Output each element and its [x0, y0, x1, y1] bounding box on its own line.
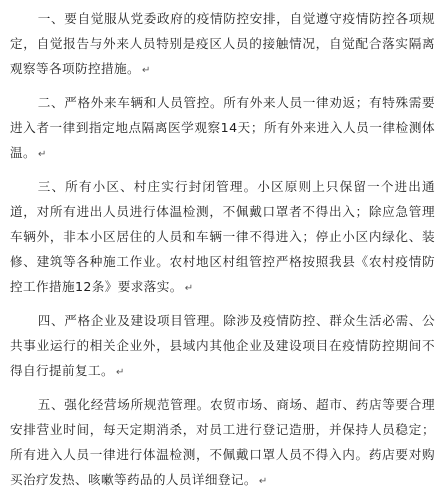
paragraph-mark-icon: ↵ [184, 283, 194, 294]
paragraph-4-text: 四、严格企业及建设项目管理。除涉及疫情防控、群众生活必需、公共事业运行的相关企业外，县域内其他企业及建设项目在疫情防控期间不得自行提前复工。 [10, 313, 435, 378]
paragraph-5-text: 五、强化经营场所规范管理。农贸市场、商场、超市、药店等要合理安排营业时间，每天定期消杀，对员工进行登记造册，并保持人员稳定；所有进入人员一律进行体温检测，不佩戴口罩人员不得入内。药店要对购买治疗发热、咳嗽等药品的人员详细登记。 [10, 397, 435, 487]
paragraph-mark-icon: ↵ [115, 367, 125, 378]
paragraph-2-text: 二、严格外来车辆和人员管控。所有外来人员一律劝返；有特殊需要进入者一律到指定地点隔离医学观察14天；所有外来进入人员一律检测体温。 [10, 95, 435, 160]
paragraph-mark-icon: ↵ [258, 476, 268, 487]
paragraph-mark-icon: ↵ [38, 149, 47, 160]
paragraph-1 [10, 6, 435, 83]
paragraph-mark-icon: ↵ [141, 65, 151, 76]
paragraph-5 [10, 392, 435, 494]
paragraph-1-text: 一、要自觉服从党委政府的疫情防控安排，自觉遵守疫情防控各项规定，自觉报告与外来人员特别是疫区人员的接触情况，自觉配合落实隔离观察等各项防控措施。 [10, 11, 435, 76]
paragraph-2 [10, 90, 435, 167]
paragraph-4 [10, 308, 435, 385]
paragraph-3 [10, 174, 435, 301]
paragraph-3-text: 三、所有小区、村庄实行封闭管理。小区原则上只保留一个进出通道，对所有进出人员进行体温检测，不佩戴口罩者不得出入；除应急管理车辆外，非本小区居住的人员和车辆一律不得进入；停止小区内绿化、装修、建筑等各种施工作业。农村地区村组管控严格按照我县《农村疫情防控工作措施12条》要求落实。 [10, 179, 435, 294]
